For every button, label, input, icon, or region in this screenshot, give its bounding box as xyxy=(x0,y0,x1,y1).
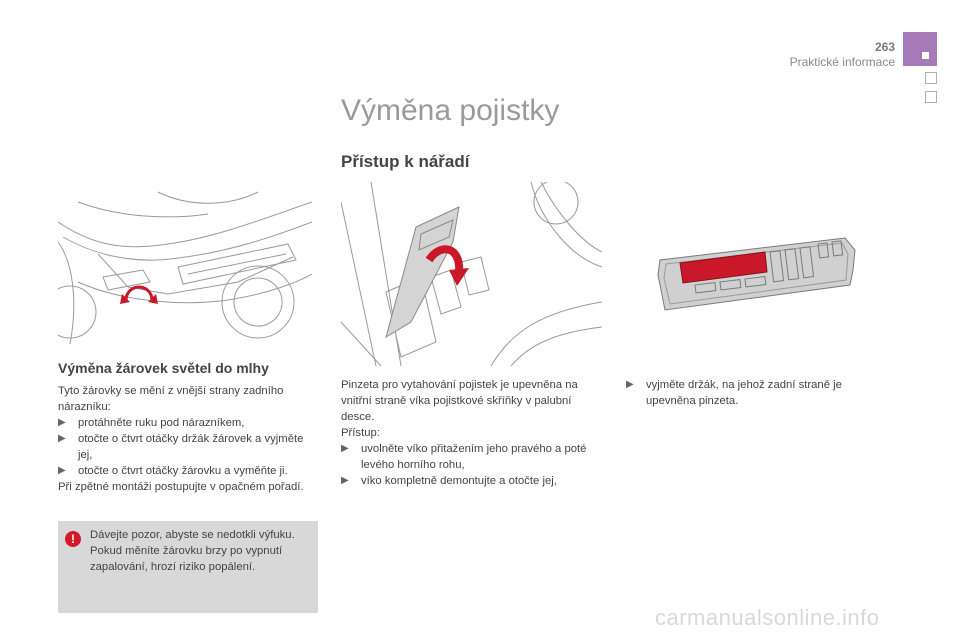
access-label: Přístup: xyxy=(341,427,380,439)
arrow-bullet-icon: ▶ xyxy=(58,465,66,476)
warning-text: Dávejte pozor, abyste se nedotkli výfuku. Pokud měníte žárovku brzy po vypnutí zapalování, hrozí riziko popálení. xyxy=(90,529,295,573)
fuse-intro: Pinzeta pro vytahování pojistek je upevněna na vnitřní straně víka pojistkové skříňky v palubní desce. xyxy=(341,379,578,423)
page-number: 263 xyxy=(874,40,895,54)
fog-lights-heading: Výměna žárovek světel do mlhy xyxy=(58,360,269,376)
dashboard-drawing xyxy=(341,182,602,366)
list-item: ▶ otočte o čtvrt otáčky držák žárovek a vyjměte jej, xyxy=(58,433,304,461)
list-item: ▶ protáhněte ruku pod nárazníkem, xyxy=(58,417,245,429)
fuse-box-cover-illustration xyxy=(341,182,602,366)
watermark: carmanualsonline.info xyxy=(655,605,880,630)
fog-intro: Tyto žárovky se mění z vnější strany zadního nárazníku: xyxy=(58,385,284,413)
list-item: ▶ uvolněte víko přitažením jeho pravého a poté levého horního rohu, xyxy=(341,443,587,471)
list-item: ▶ víko kompletně demontujte a otočte jej, xyxy=(341,475,557,487)
section-name: Praktické informace xyxy=(789,55,895,69)
chapter-tab-active[interactable] xyxy=(903,32,937,66)
arrow-bullet-icon: ▶ xyxy=(341,443,349,454)
arrow-bullet-icon: ▶ xyxy=(58,433,66,444)
exclamation-icon: ! xyxy=(65,531,81,547)
arrow-bullet-icon: ▶ xyxy=(341,475,349,486)
rear-bumper-illustration xyxy=(58,182,312,344)
arrow-bullet-icon: ▶ xyxy=(58,417,66,428)
chapter-tab[interactable] xyxy=(925,91,937,103)
fog-lights-body xyxy=(58,383,318,495)
rear-bumper-drawing xyxy=(58,182,312,344)
tab-dot-icon xyxy=(922,52,929,59)
page-title: Výměna pojistky xyxy=(341,94,560,127)
fuse-holder-illustration xyxy=(650,230,860,320)
section-title: Přístup k nářadí xyxy=(341,152,470,171)
chapter-tab[interactable] xyxy=(925,72,937,84)
fuse-access-body xyxy=(341,377,603,489)
fog-outro: Při zpětné montáži postupujte v opačném pořadí. xyxy=(58,481,304,493)
list-item: ▶ vyjměte držák, na jehož zadní straně je upevněna pinzeta. xyxy=(626,379,842,407)
list-item: ▶ otočte o čtvrt otáčky žárovku a vyměňte ji. xyxy=(58,465,288,477)
holder-removal-body xyxy=(626,377,866,409)
arrow-bullet-icon: ▶ xyxy=(626,379,634,390)
fuse-holder-drawing xyxy=(650,230,860,320)
